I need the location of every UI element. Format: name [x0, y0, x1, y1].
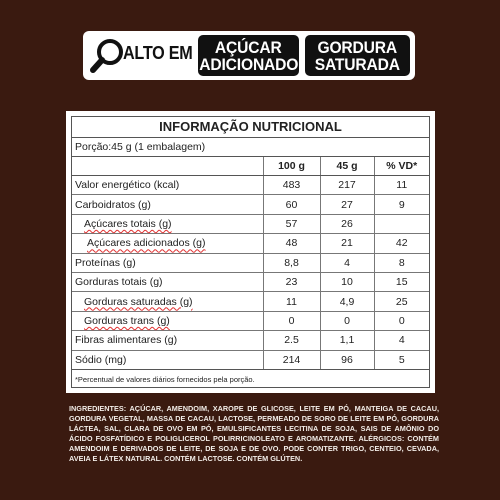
- nutrition-table: [72, 157, 429, 369]
- row-label: Açúcares totais (g): [84, 217, 172, 230]
- magnifier-icon: [87, 35, 127, 75]
- table-header-row: [72, 157, 429, 176]
- tag1-line2: ADICIONADO: [199, 54, 298, 74]
- nutrition-panel: [66, 111, 435, 393]
- header-45g: 45 g: [320, 157, 374, 176]
- cell-100g: 2.5: [263, 331, 320, 350]
- table-row: [72, 195, 429, 214]
- row-label: Gorduras totais (g): [72, 272, 263, 291]
- cell-100g: 483: [263, 176, 320, 195]
- row-label: Valor energético (kcal): [72, 176, 263, 195]
- front-warning-label: [83, 31, 415, 80]
- table-row: [72, 292, 429, 311]
- table-row: [72, 350, 429, 369]
- row-label: Sódio (mg): [72, 350, 263, 369]
- cell-vd: 4: [374, 331, 429, 350]
- tag2-line1: GORDURA: [317, 37, 398, 57]
- added-sugar-warning: [198, 35, 299, 76]
- cell-vd: [374, 214, 429, 233]
- cell-100g: 57: [263, 214, 320, 233]
- row-label: Gorduras trans (g): [84, 314, 170, 327]
- warning-lead-text: ALTO EM: [123, 43, 193, 63]
- nutrition-title: INFORMAÇÃO NUTRICIONAL: [72, 117, 429, 138]
- table-row: [72, 331, 429, 350]
- cell-100g: 11: [263, 292, 320, 311]
- row-label: Açúcares adicionados (g): [87, 237, 206, 250]
- cell-vd: 42: [374, 234, 429, 253]
- cell-45g: 27: [320, 195, 374, 214]
- cell-vd: 25: [374, 292, 429, 311]
- cell-100g: 214: [263, 350, 320, 369]
- cell-45g: 26: [320, 214, 374, 233]
- table-row: [72, 272, 429, 291]
- cell-vd: 11: [374, 176, 429, 195]
- header-100g: 100 g: [263, 157, 320, 176]
- table-row: [72, 311, 429, 330]
- cell-45g: 217: [320, 176, 374, 195]
- nutrition-table-frame: [71, 116, 430, 388]
- footnote: *Percentual de valores diários fornecidos pela porção.: [72, 369, 429, 389]
- cell-100g: 60: [263, 195, 320, 214]
- cell-100g: 23: [263, 272, 320, 291]
- cell-45g: 0: [320, 311, 374, 330]
- cell-45g: 10: [320, 272, 374, 291]
- table-row: [72, 234, 429, 253]
- row-label: Gorduras saturadas (g): [84, 295, 193, 308]
- portion-text: Porção:45 g (1 embalagem): [72, 138, 429, 157]
- cell-100g: 0: [263, 311, 320, 330]
- cell-100g: 8,8: [263, 253, 320, 272]
- cell-45g: 21: [320, 234, 374, 253]
- cell-vd: 8: [374, 253, 429, 272]
- tag1-line1: AÇÚCAR: [215, 37, 282, 57]
- cell-vd: 9: [374, 195, 429, 214]
- cell-vd: 5: [374, 350, 429, 369]
- table-row: [72, 253, 429, 272]
- cell-vd: 0: [374, 311, 429, 330]
- row-label: Carboidratos (g): [72, 195, 263, 214]
- ingredients-text: INGREDIENTES: AÇÚCAR, AMENDOIM, XAROPE DE GLICOSE, LEITE EM PÓ, MANTEIGA DE CACAU, GORDURA VEGETAL, MASSA DE CACAU, LACTOSE, PERMEADO DE SORO DE LEITE EM PÓ, GORDURA LÁCTEA, SAL, CLARA DE OVO EM PÓ, EMULSIFICANTES LECITINA DE SOJA, SAIS DE AMÔNIO DO ÁCIDO FOSFATÍDICO E POLIGLICEROL POLIRRICINOLEATO E AROMATIZANTE. ALÉRGICOS: CONTÉM AMENDOIM E DERIVADOS DE LEITE, DE SOJA E DE OVO. PODE CONTER TRIGO, CENTEIO, CEVADA, AVEIA E LÁTEX NATURAL. CONTÉM LACTOSE. CONTÉM GLÚTEN.: [69, 404, 439, 463]
- row-label: Proteínas (g): [72, 253, 263, 272]
- cell-45g: 4,9: [320, 292, 374, 311]
- saturated-fat-warning: [305, 35, 410, 76]
- table-row: [72, 176, 429, 195]
- cell-45g: 4: [320, 253, 374, 272]
- tag2-line2: SATURADA: [314, 54, 401, 74]
- header-blank: [72, 157, 263, 176]
- row-label: Fibras alimentares (g): [72, 331, 263, 350]
- table-row: [72, 214, 429, 233]
- cell-45g: 1,1: [320, 331, 374, 350]
- cell-45g: 96: [320, 350, 374, 369]
- cell-vd: 15: [374, 272, 429, 291]
- header-vd: % VD*: [374, 157, 429, 176]
- cell-100g: 48: [263, 234, 320, 253]
